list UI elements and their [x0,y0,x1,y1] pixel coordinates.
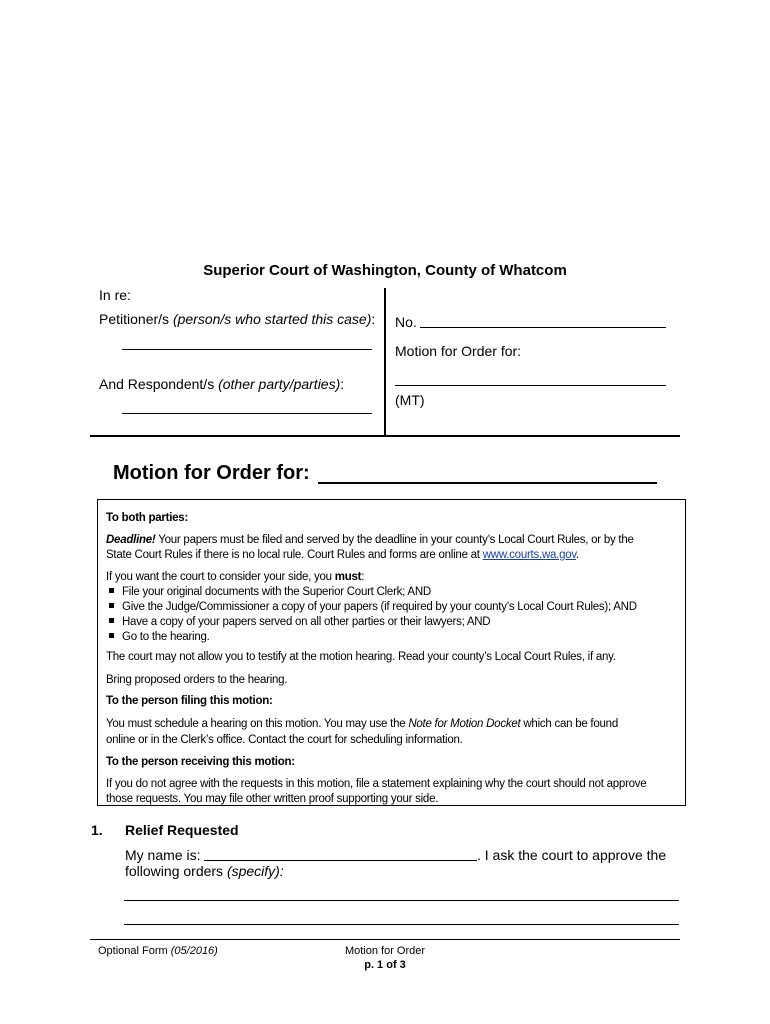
orders-label: following orders [125,863,227,879]
petitioner-name-field[interactable] [122,349,372,350]
petitioner-hint: (person/s who started this case) [172,311,372,327]
ask-court-text: . I ask the court to approve the [477,847,667,863]
motion-for-label: Motion for Order for: [395,343,522,359]
petitioner-label-line [99,311,375,327]
must-item-give-copy [106,600,637,615]
deadline-text-1: Your papers must be filed and served by the deadline in your county’s Local Court Rules, or by the [155,534,634,546]
must-item-text: Go to the hearing. [122,631,210,643]
form-heading: Motion for Order for: [113,462,310,484]
deadline-line-1 [106,533,634,548]
must-item-text: Have a copy of your papers served on all other parties or their lawyers; AND [122,616,491,628]
deadline-label: Deadline! [106,534,156,546]
deadline-end: . [576,549,579,561]
case-number-field[interactable] [420,327,666,328]
must-intro-line [106,570,364,585]
must-word: must [334,571,362,583]
my-name-field[interactable] [204,860,477,861]
note-for-motion-docket: Note for Motion Docket [408,718,521,730]
receiver-line-2: those requests. You may file other written proof supporting your side. [106,793,439,805]
orders-field-line-2[interactable] [124,924,679,925]
deadline-line-2 [106,548,579,563]
caption-bottom-rule [90,435,680,437]
footer-page-number: p. 1 of 3 [364,959,406,971]
respondent-name-field[interactable] [122,413,372,414]
must-item-file [106,585,431,600]
in-re-label: In re: [99,287,131,303]
my-name-label: My name is: [125,847,201,863]
proposed-orders-note: Bring proposed orders to the hearing. [106,674,288,686]
orders-field-line-1[interactable] [124,900,679,901]
bullet-icon [109,588,114,593]
respondent-label-line [99,376,344,392]
filer-line-2: online or in the Clerk’s office. Contact the court for scheduling information. [106,734,463,746]
bullet-icon [109,603,114,608]
court-rules-link[interactable]: www.courts.wa.gov [482,549,577,561]
form-heading-blank[interactable] [318,482,657,484]
bullet-icon [109,633,114,638]
testify-note: The court may not allow you to testify at the motion hearing. Read your county’s Local Court Rules, if any. [106,651,616,663]
orders-hint: (specify): [226,863,284,879]
deadline-text-2: State Court Rules if there is no local rule. Court Rules and forms are online at [106,549,483,561]
must-intro: If you want the court to consider your side, you [106,571,335,583]
respondent-hint: (other party/parties) [218,376,341,392]
footer-form-name: Motion for Order [344,945,426,957]
must-colon: : [361,571,365,583]
must-item-serve [106,615,490,630]
petitioner-colon: : [371,311,376,327]
must-item-text: File your original documents with the Superior Court Clerk; AND [122,586,431,598]
petitioner-label: Petitioner/s [99,311,170,327]
orders-label-line [125,863,284,879]
footer-form-type [98,945,218,957]
form-date: (05/2016) [170,945,218,957]
bullet-icon [109,618,114,623]
motion-type-field[interactable] [395,385,666,386]
receiver-heading: To the person receiving this motion: [106,756,295,768]
respondent-label: And Respondent/s [99,376,215,392]
receiver-line-1: If you do not agree with the requests in this motion, file a statement explaining why the court should not approve [106,778,647,790]
filer-heading: To the person filing this motion: [106,695,273,707]
caption-divider [384,288,386,437]
filer-line-1 [106,717,618,732]
must-item-text: Give the Judge/Commissioner a copy of your papers (if required by your county’s Local Court Rules); AND [122,601,637,613]
court-title: Superior Court of Washington, County of Whatcom [203,262,567,279]
section-1-number: 1. [91,822,103,838]
section-1-title: Relief Requested [125,822,239,838]
notice-box [97,499,686,806]
respondent-colon: : [340,376,345,392]
filer-text-1a: You must schedule a hearing on this motion. You may use the [106,718,409,730]
form-type-text: Optional Form [98,945,171,957]
both-parties-heading: To both parties: [106,512,189,524]
mt-code: (MT) [395,392,425,408]
must-item-hearing [106,630,210,645]
footer-rule [90,939,680,940]
filer-text-1b: which can be found [520,718,618,730]
case-number-label: No. [395,314,417,330]
